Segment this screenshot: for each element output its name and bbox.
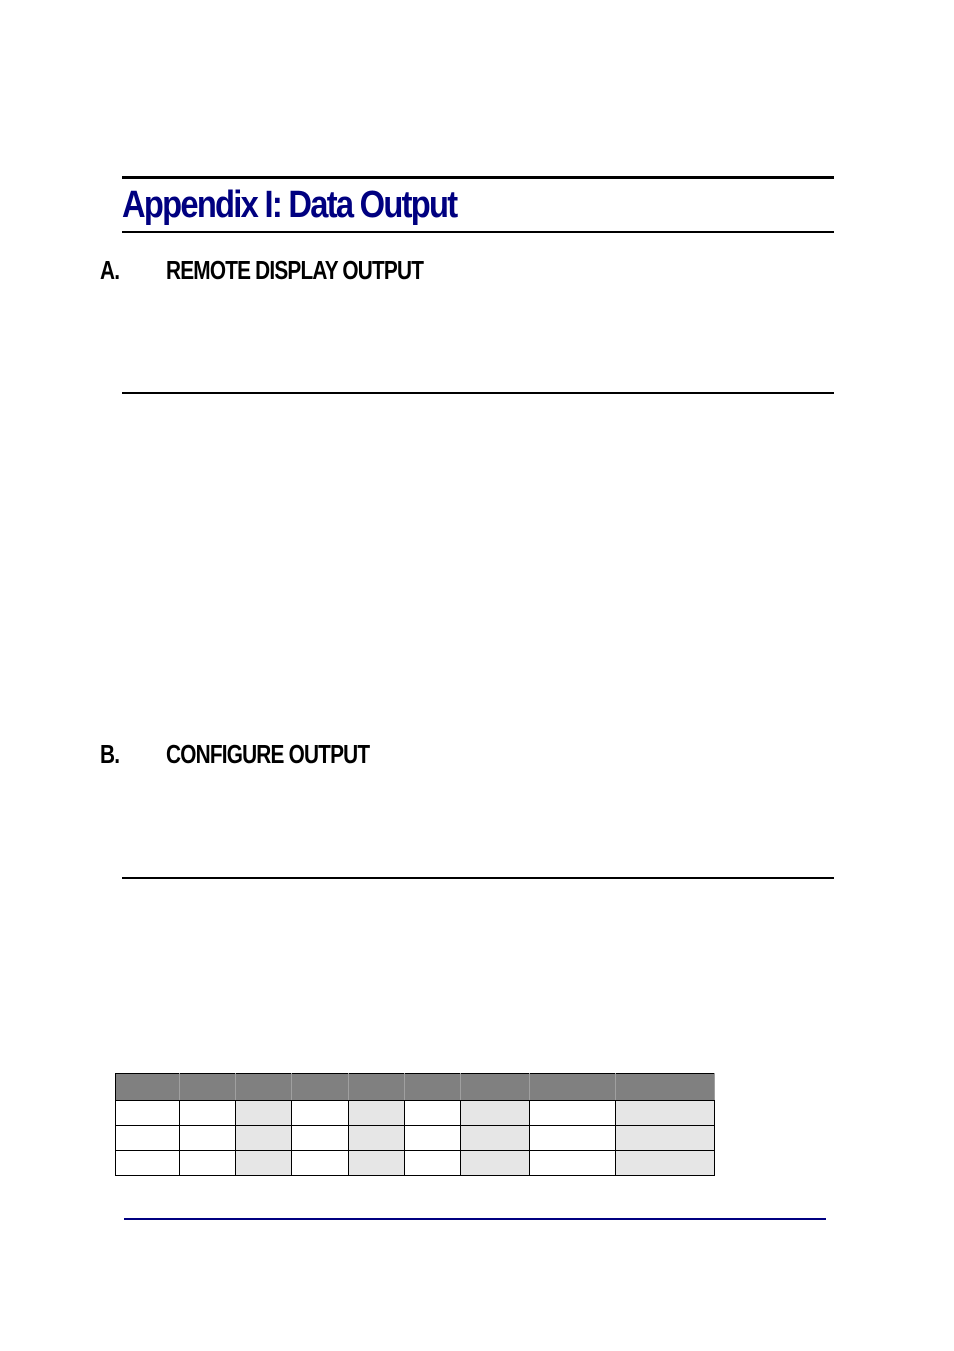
table-cell — [405, 1151, 461, 1176]
page-title: Appendix I: Data Output — [122, 184, 457, 226]
table-cell — [116, 1101, 180, 1126]
table-row — [116, 1151, 715, 1176]
table-cell — [616, 1151, 715, 1176]
table-header-cell — [292, 1074, 349, 1101]
table-header-cell — [530, 1074, 616, 1101]
table-cell — [349, 1151, 405, 1176]
table-cell — [461, 1151, 530, 1176]
table-cell — [292, 1151, 349, 1176]
output-format-table — [115, 1073, 715, 1176]
table-header-cell — [236, 1074, 292, 1101]
table-cell — [616, 1126, 715, 1151]
section-a-title: REMOTE DISPLAY OUTPUT — [166, 255, 424, 285]
table-cell — [180, 1126, 236, 1151]
table-cell — [349, 1101, 405, 1126]
section-b-letter: B. — [100, 739, 120, 769]
table-cell — [116, 1151, 180, 1176]
table-cell — [292, 1101, 349, 1126]
section-a-divider — [122, 392, 834, 394]
table-cell — [616, 1101, 715, 1126]
table-cell — [180, 1151, 236, 1176]
table-cell — [530, 1126, 616, 1151]
table-row — [116, 1101, 715, 1126]
table-cell — [236, 1126, 292, 1151]
section-a-letter: A. — [100, 255, 120, 285]
table-header-cell — [180, 1074, 236, 1101]
table-header-cell — [616, 1074, 715, 1101]
table-cell — [236, 1151, 292, 1176]
table-header-cell — [461, 1074, 530, 1101]
table-cell — [116, 1126, 180, 1151]
table-header-row — [116, 1074, 715, 1101]
table-cell — [405, 1126, 461, 1151]
footer-rule — [124, 1218, 826, 1220]
table-cell — [530, 1101, 616, 1126]
section-b-divider — [122, 877, 834, 879]
table-header-cell — [405, 1074, 461, 1101]
table-cell — [461, 1126, 530, 1151]
table-header-cell — [116, 1074, 180, 1101]
table-cell — [461, 1101, 530, 1126]
table-header-cell — [349, 1074, 405, 1101]
table-cell — [349, 1126, 405, 1151]
table-cell — [180, 1101, 236, 1126]
table-cell — [530, 1151, 616, 1176]
section-b-title: CONFIGURE OUTPUT — [166, 739, 370, 769]
table-cell — [292, 1126, 349, 1151]
title-top-rule — [122, 176, 834, 179]
title-bottom-rule — [122, 231, 834, 233]
table-row — [116, 1126, 715, 1151]
table-cell — [236, 1101, 292, 1126]
table-cell — [405, 1101, 461, 1126]
